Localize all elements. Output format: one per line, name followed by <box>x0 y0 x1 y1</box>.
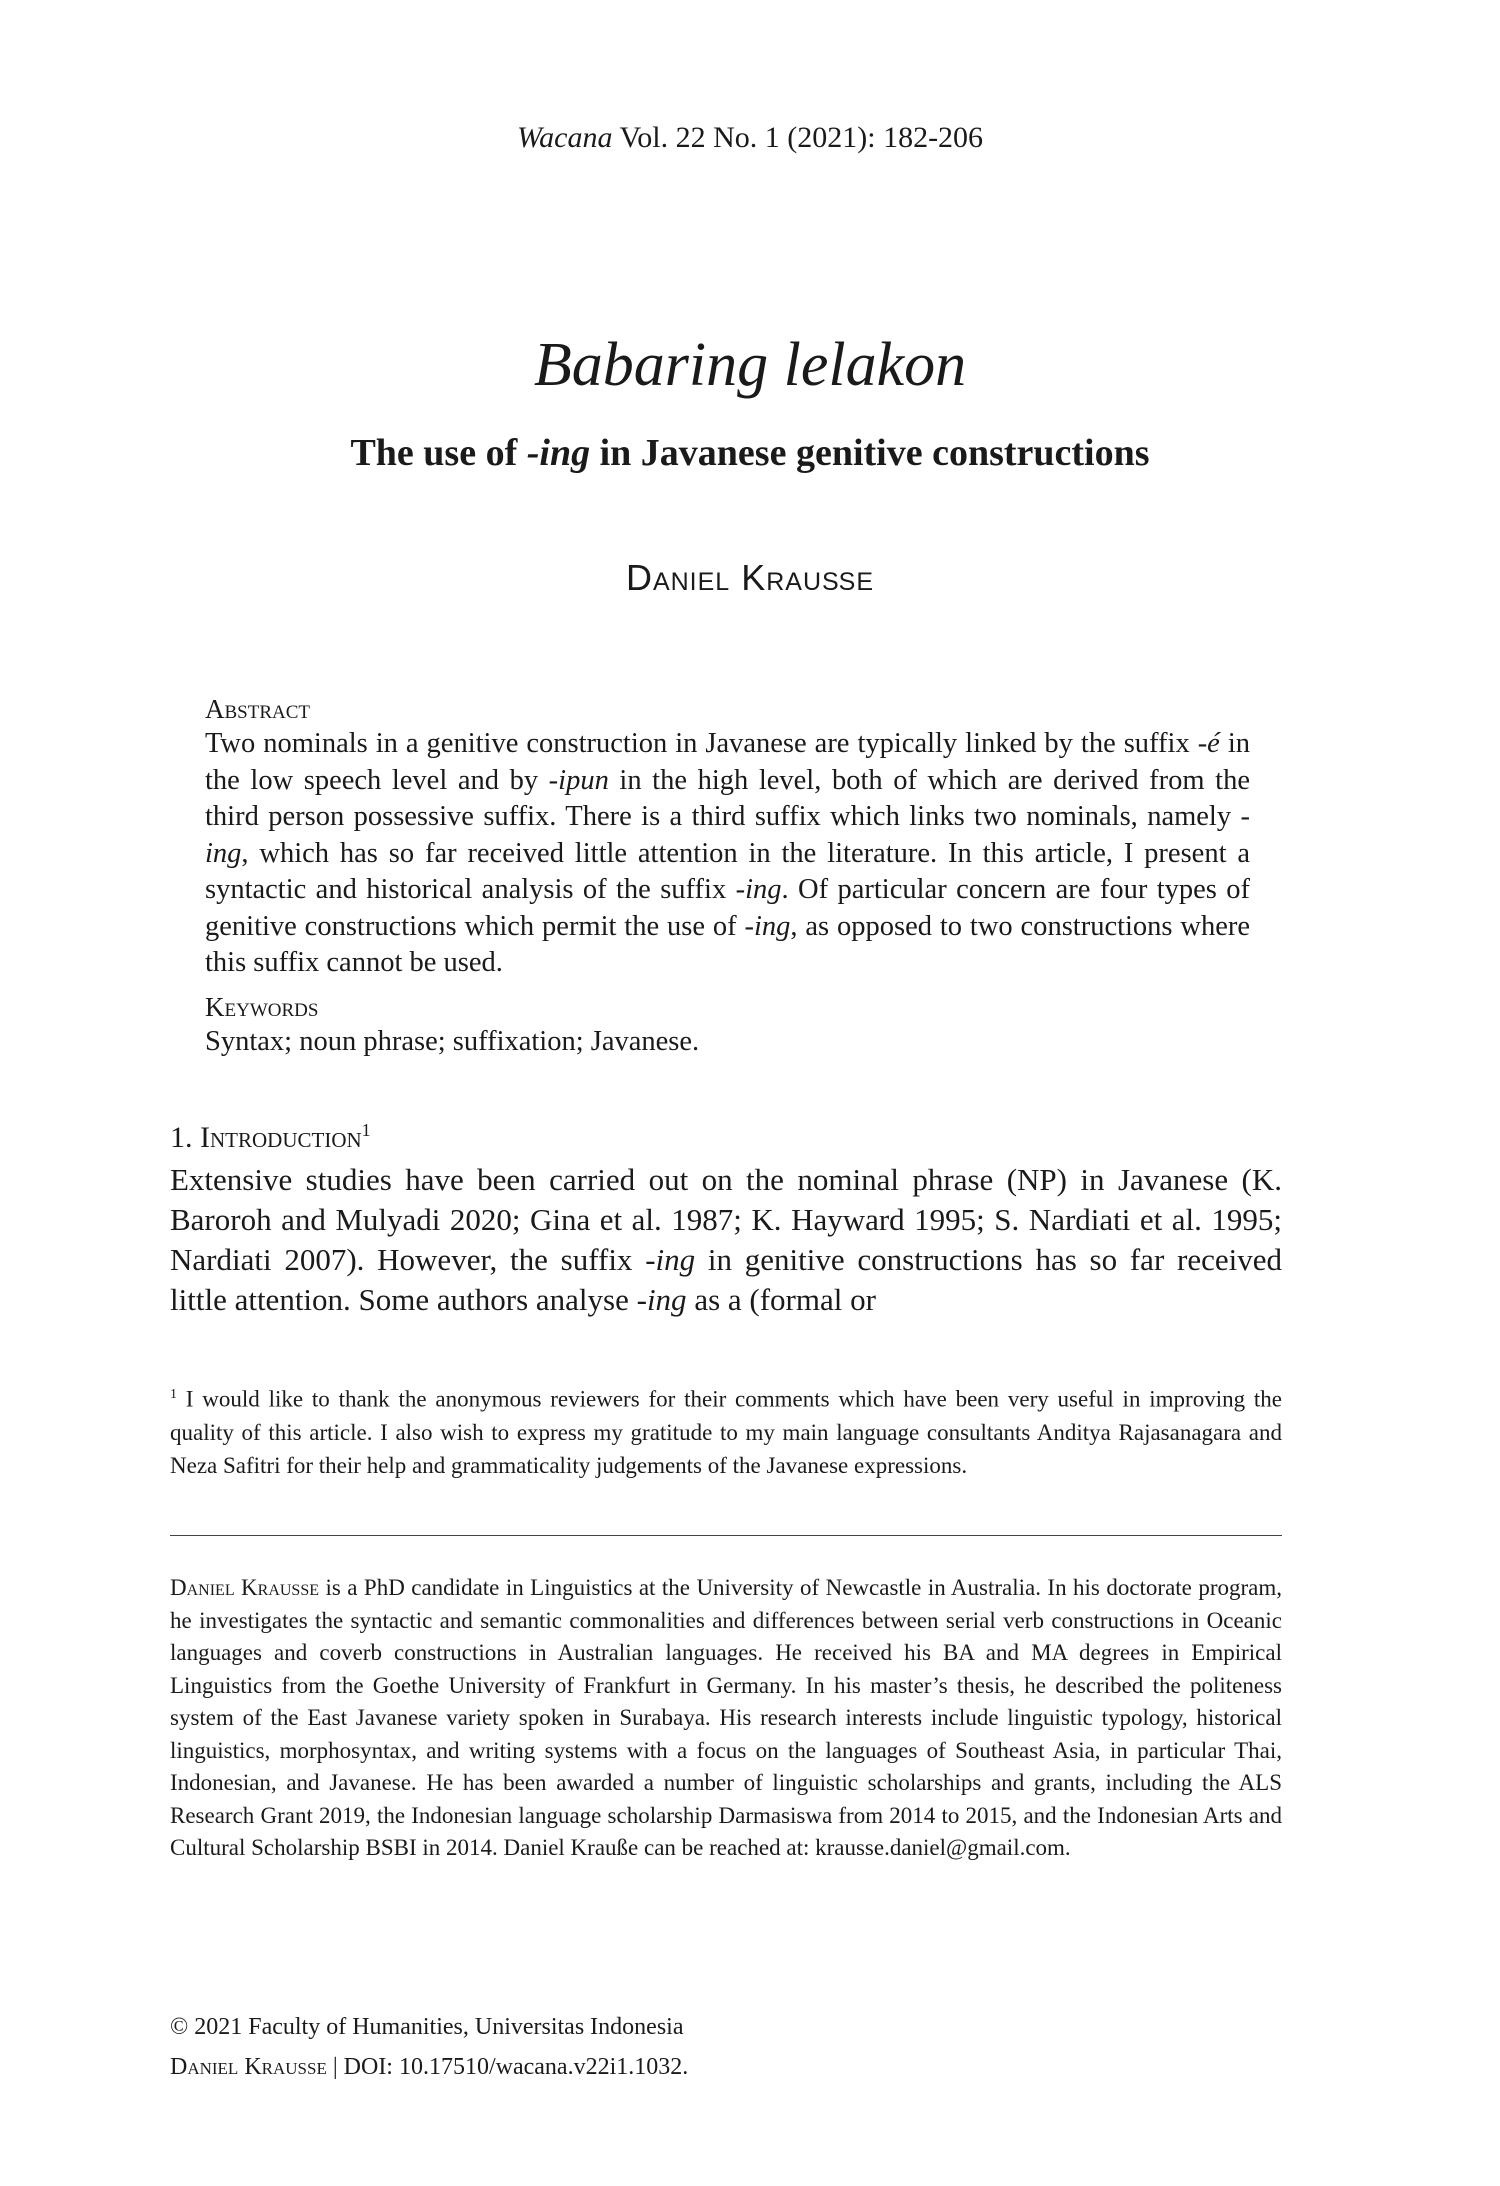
doi-line <box>170 2050 688 2084</box>
doi-author: Daniel Krauße <box>170 2054 327 2080</box>
bio-author-name: Daniel Krauße <box>170 1575 320 1600</box>
subtitle-prefix: The use of <box>350 432 527 474</box>
article-title: Babaring lelakon <box>533 331 967 399</box>
footnote-1: $^1$ I would like to thank the anonymous reviewers for their comments which have been very useful in improving the quality of this article. I also wish to express my gratitude to my main language consultants Anditya Rajasanagara and Neza Safitri for their help and grammaticality judgements of the Javanese expressions. <box>170 1386 1282 1478</box>
section-heading-introduction: 1. Introduction$^1$ <box>170 1120 371 1154</box>
footnote-reference[interactable]: 1 <box>361 1120 371 1140</box>
subtitle-suffix: in Javanese genitive constructions <box>590 432 1150 474</box>
footnote-mark: 1 <box>170 1387 177 1402</box>
divider-rule <box>170 1535 1282 1536</box>
abstract-label: Abstract <box>205 694 311 724</box>
introduction-paragraph: Extensive studies have been carried out on the nominal phrase (NP) in Javanese (K. Baroroh and Mulyadi 2020; Gina et al. 1987; K. Hayward 1995; S. Nardiati et al. 1995; Nardiati 2007). However, the suffix -ing in genitive constructions has so far received little attention. Some authors analyse -ing as a (formal or <box>170 1162 1282 1317</box>
journal-name: Wacana <box>516 121 613 154</box>
abstract-text: Two nominals in a genitive construction in Javanese are typically linked by the suffix -é in the low speech level and by -ipun in the high level, both of which are derived from the third person possessive suffix. There is a third suffix which links two nominals, namely -ing, which has so far received little attention in the literature. In this article, I present a syntactic and historical analysis of the suffix -ing. Of particular concern are four types of genitive constructions which permit the use of -ing, as opposed to two constructions where this suffix cannot be used. <box>205 728 1251 978</box>
author-bio: Daniel Krauße is a PhD candidate in Linguistics at the University of Newcastle in Australia. In his doctorate program, he investigates the syntactic and semantic commonalities and differences between serial verb constructions in Oceanic languages and coverb constructions in Australian languages. He received his BA and MA degrees in Empirical Linguistics from the Goethe University of Frankfurt in Germany. In his master’s thesis, he described the politeness system of the East Javanese variety spoken in Surabaya. His research interests include linguistic typology, historical linguistics, morphosyntax, and writing systems with a focus on the languages of Southeast Asia, in particular Thai, Indonesian, and Javanese. He has been awarded a number of linguistic scholarships and grants, including the ALS Research Grant 2019, the Indonesian language scholarship Darmasiswa from 2014 to 2015, and the Indonesian Arts and Cultural Scholarship BSBI in 2014. Daniel Krauße can be reached at: krausse.daniel@gmail.com. <box>170 1575 1282 1860</box>
author-name: Daniel Krauße <box>625 557 875 598</box>
volume-info: Vol. 22 No. 1 (2021): 182-206 <box>612 121 984 154</box>
copyright-line: © 2021 Faculty of Humanities, Universitas Indonesia <box>170 2014 684 2040</box>
keywords-text: Syntax; noun phrase; suffixation; Javanese. <box>205 1025 700 1057</box>
abstract-block <box>205 692 1250 1060</box>
running-header <box>0 118 1500 158</box>
doi-text[interactable]: | DOI: 10.17510/wacana.v22i1.1032. <box>326 2054 689 2080</box>
keywords-label: Keywords <box>205 991 319 1022</box>
article-subtitle <box>0 428 1500 478</box>
subtitle-italic: -ing <box>526 432 591 474</box>
